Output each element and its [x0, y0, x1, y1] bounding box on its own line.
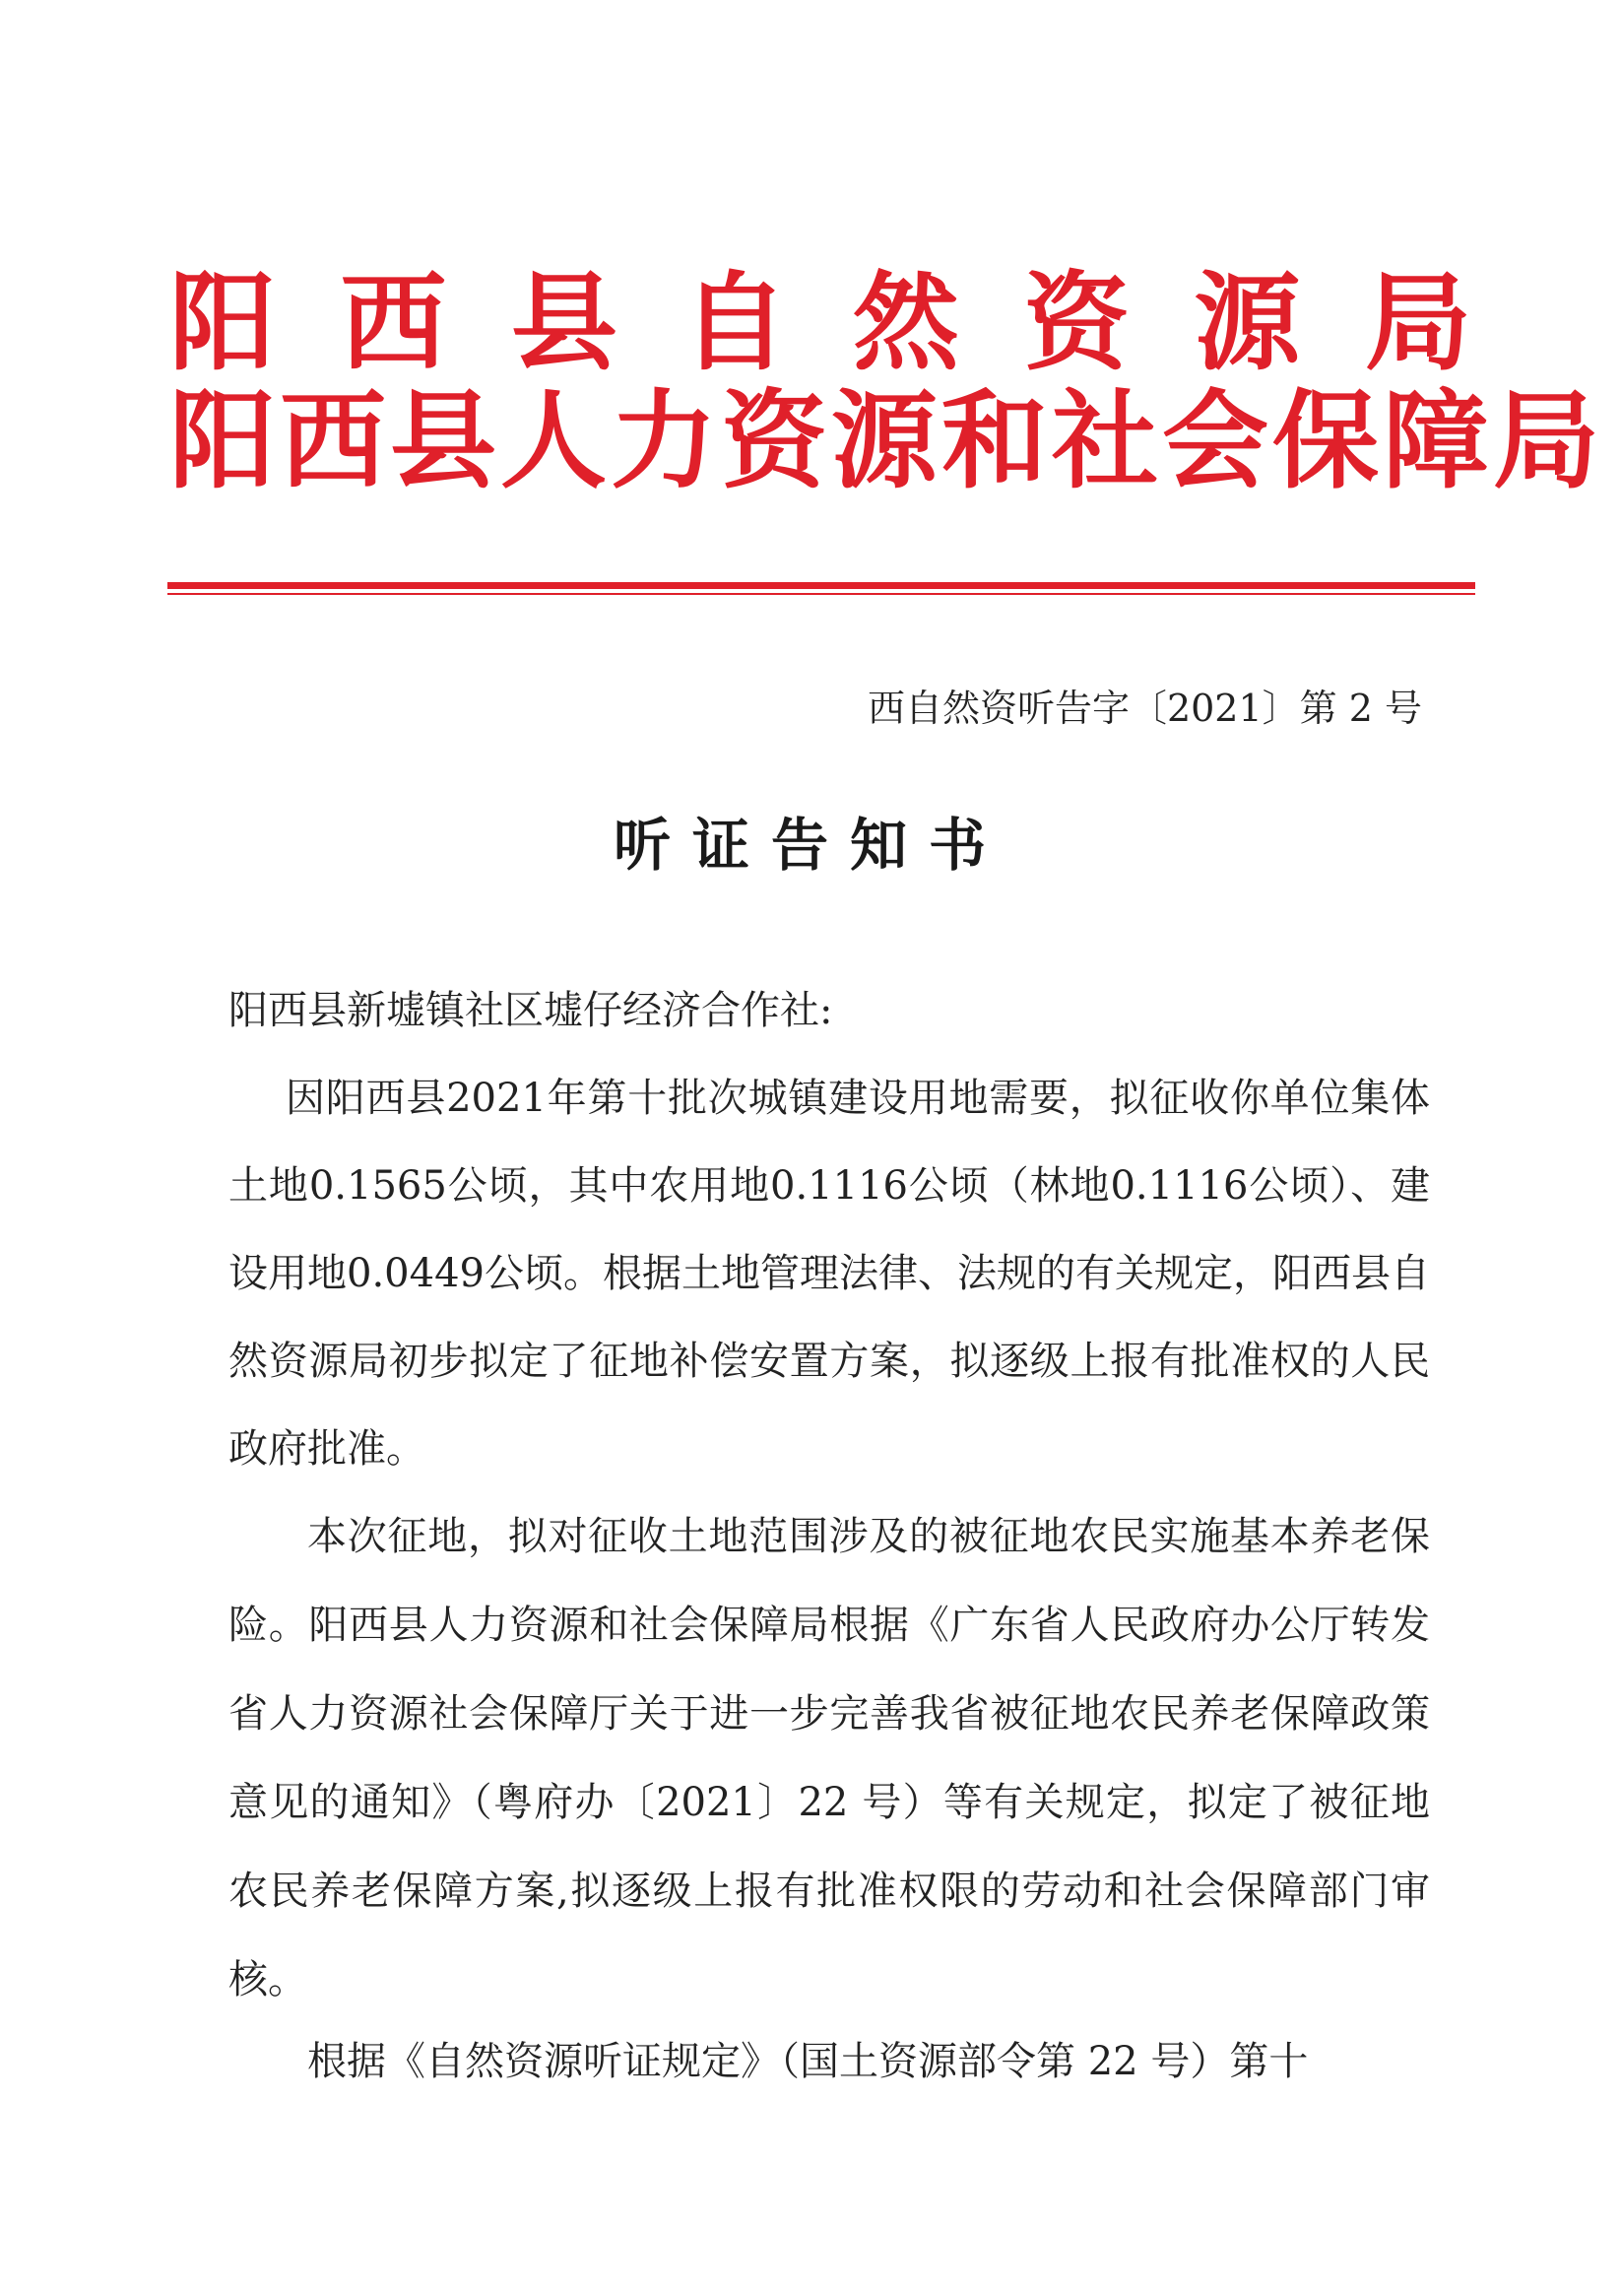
- authority-char: 西: [340, 261, 447, 385]
- document-title: 听证告知书: [613, 812, 1007, 879]
- body-paragraph: 本次征地，拟对征收土地范围涉及的被征地农民实施基本养老保险。阳西县人力资源和社会保障局根据《广东省人民政府办公厅转发省人力资源社会保障厅关于进一步完善我省被征地农民养老保障政策意见的通知》（粤府办〔2021〕22 号）等有关规定，拟定了被征地农民养老保障方案,拟逐级上报有批准权限的劳动和社会保障部门审核。: [228, 1514, 1430, 2002]
- addressee: 阳西县新墟镇社区墟仔经济合作社:: [228, 988, 833, 1033]
- body-paragraph: 因阳西县2021年第十批次城镇建设用地需要，拟征收你单位集体土地0.1565公顷，其中农用地0.1116公顷（林地0.1116公顷）、建设用地0.0449公顷。根据土地管理法律、法规的有关规定，阳西县自然资源局初步拟定了征地补偿安置方案，拟逐级上报有批准权的人民政府批准。: [228, 1076, 1430, 1472]
- header-divider-thick: [167, 582, 1475, 589]
- authority-char: 然: [852, 261, 959, 385]
- header-divider-thin: [167, 593, 1475, 595]
- authority-char: 源: [1194, 261, 1301, 385]
- authority-char: 自: [681, 261, 789, 385]
- body-paragraph: 根据《自然资源听证规定》（国土资源部令第 22 号）第十: [307, 2039, 1309, 2084]
- authority-char: 阳: [169, 261, 277, 385]
- issuing-authority-line-2: 阳西县人力资源和社会保障局: [169, 379, 1604, 503]
- authority-char: 资: [1023, 261, 1131, 385]
- document-number: 西自然资听告字〔2021〕第 2 号: [867, 687, 1422, 730]
- issuing-authority-line-1: [169, 261, 1471, 385]
- authority-char: 局: [1364, 261, 1471, 385]
- authority-char: 县: [510, 261, 617, 385]
